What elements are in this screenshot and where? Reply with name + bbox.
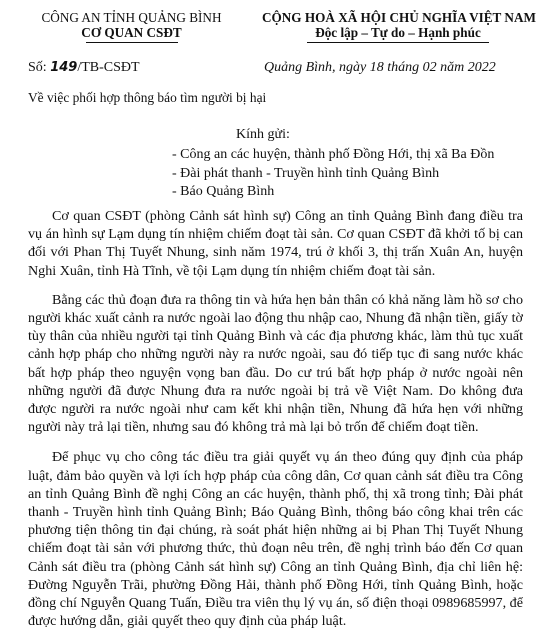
office-name: CƠ QUAN CSĐT [81,25,182,40]
motto-underline [307,42,489,43]
recipient-item: - Đài phát thanh - Truyền hình tỉnh Quảng Bình [172,165,440,181]
doc-number-prefix: Số: [28,60,47,75]
document-number [28,60,140,76]
national-motto: Độc lập – Tự do – Hạnh phúc [315,25,481,40]
doc-number-value: 149 [50,60,78,75]
issuing-agency-header [14,10,249,43]
body-paragraph: Bằng các thủ đoạn đưa ra thông tin và hứa hẹn bản thân có khả năng làm hồ sơ cho người khác xuất cảnh ra nước ngoài lao động thu nhập cao, Nhung đã nhận tiền, giấy tờ tùy thân của nhiều người tại tỉnh Quảng Bình và các địa phương khác, làm thủ tục xuất cảnh hợp pháp cho những người này ra nước ngoài, sau đó tiếp tục đi sang nước khác bất hợp pháp theo nguyện vọng ban đầu. Do cư trú bất hợp pháp ở nước ngoài nên những người đã được Nhung đưa ra nước ngoài bị trả về Việt Nam. Do không đưa được người ra nước ngoài như cam kết khi nhận tiền, Nhung đã hứa hẹn với những người này trả lại tiền, nhưng sau đó không trả mà lại bỏ trốn để chiếm đoạt tiền. [28,291,523,436]
place-and-date: Quảng Bình, ngày 18 tháng 02 năm 2022 [264,60,496,75]
country-name: CỘNG HOÀ XÃ HỘI CHỦ NGHĨA VIỆT NAM [262,10,536,25]
recipient-item: - Công an các huyện, thành phố Đồng Hới, thị xã Ba Đồn [172,147,495,162]
recipient-item: - Báo Quảng Bình [172,184,275,199]
doc-number-suffix: /TB-CSĐT [77,60,140,75]
body-paragraph: Để phục vụ cho công tác điều tra giải quyết vụ án theo đúng quy định của pháp luật, đảm bảo quyền và lợi ích hợp pháp của công dân, Cơ quan cảnh sát điều tra Công an tỉnh Quảng Bình đề nghị Công an các huyện, thành phố, thị xã trong tỉnh; Đài phát thanh - Truyền hình tỉnh Quảng Bình; Báo Quảng Bình, thông báo công khai trên các phương tiện thông tin đại chúng, rà soát phát hiện những ai bị Phan Thị Tuyết Nhung chiếm đoạt tài sản với phương thức, thủ đoạn nêu trên, đề nghị trình báo đến Cơ quan Cảnh sát điều tra (phòng Cảnh sát hình sự) Công an tỉnh Quảng Bình, địa chỉ liên hệ: Đường Nguyễn Trãi, phường Đồng Hải, thành phố Đồng Hới, tỉnh Quảng Bình, hoặc đồng chí Nguyễn Quang Tuấn, Điều tra viên thụ lý vụ án, số điện thoại 0989685997, để được hướng dẫn, giải quyết theo quy định của pháp luật. [28,449,523,630]
office-underline [86,42,178,43]
document-subject: Về việc phối hợp thông báo tìm người bị hại [28,90,267,105]
recipients-list [172,146,494,202]
body-paragraph: Cơ quan CSĐT (phòng Cảnh sát hình sự) Công an tỉnh Quảng Bình đang điều tra vụ án hình sự Lạm dụng tín nhiệm chiếm đoạt tài sản. Cơ quan CSĐT đã khởi tố bị can đối với Phan Thị Tuyết Nhung, sinh năm 1974, trú ở khối 3, thị trấn Xuân An, huyện Nghi Xuân, tỉnh Hà Tĩnh, về tội Lạm dụng tín nhiệm chiếm đoạt tài sản. [28,208,523,279]
national-header [262,10,534,43]
agency-name: CÔNG AN TỈNH QUẢNG BÌNH [41,10,222,25]
greeting-label: Kính gửi: [236,127,290,142]
notice-body [28,207,523,641]
